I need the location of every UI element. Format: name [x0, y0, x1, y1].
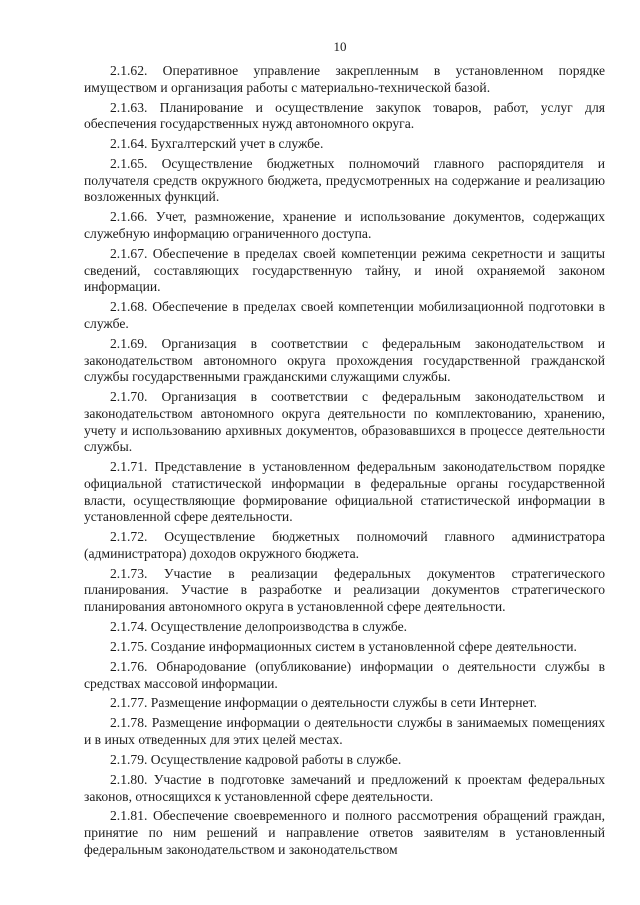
document-body: [84, 63, 605, 859]
paragraph-2-1-80: 2.1.80. Участие в подготовке замечаний и предложений к проектам федеральных законов, относящихся к установленной сфере деятельности.: [84, 771, 605, 804]
paragraph-2-1-81: 2.1.81. Обеспечение своевременного и полного рассмотрения обращений граждан, принятие по ним решений и направление ответов заявителям в установленный федеральным законодательством и законодательством: [84, 808, 605, 857]
paragraph-2-1-65: 2.1.65. Осуществление бюджетных полномочий главного распорядителя и получателя средств окружного бюджета, предусмотренных на содержание и реализацию возложенных функций.: [84, 156, 605, 205]
paragraph-2-1-76: 2.1.76. Обнародование (опубликование) информации о деятельности службы в средствах массовой информации.: [84, 658, 605, 691]
paragraph-2-1-75: 2.1.75. Создание информационных систем в установленной сфере деятельности.: [110, 638, 577, 654]
page-number: 10: [333, 39, 347, 54]
paragraph-2-1-70: 2.1.70. Организация в соответствии с федеральным законодательством и законодательством автономного округа деятельности по комплектованию, хранению, учету и использованию архивных документов, образовавшихся в процессе деятельности службы.: [84, 389, 605, 455]
paragraph-2-1-66: 2.1.66. Учет, размножение, хранение и использование документов, содержащих служебную информацию ограниченного доступа.: [84, 209, 605, 242]
paragraph-2-1-69: 2.1.69. Организация в соответствии с федеральным законодательством и законодательством автономного округа прохождения государственной гражданской службы государственными гражданскими служащими службы.: [84, 335, 605, 385]
paragraph-2-1-77: 2.1.77. Размещение информации о деятельности службы в сети Интернет.: [110, 695, 537, 711]
paragraph-2-1-63: 2.1.63. Планирование и осуществление закупок товаров, работ, услуг для обеспечения государственных нужд автономного округа.: [84, 99, 605, 132]
paragraph-2-1-62: 2.1.62. Оперативное управление закрепленным в установленном порядке имуществом и организация работы с материально-технической базой.: [84, 63, 605, 95]
paragraph-2-1-64: 2.1.64. Бухгалтерский учет в службе.: [110, 136, 324, 152]
paragraph-2-1-78: 2.1.78. Размещение информации о деятельности службы в занимаемых помещениях и в иных отведенных для этих целей местах.: [84, 715, 605, 748]
paragraph-2-1-71: 2.1.71. Представление в установленном федеральным законодательством порядке официальной статистической информации в федеральные органы государственной власти, осуществляющие формирование официальной статистической информации в установленной сфере деятельности.: [84, 459, 605, 525]
paragraph-2-1-67: 2.1.67. Обеспечение в пределах своей компетенции режима секретности и защиты сведений, составляющих государственную тайну, и иной охраняемой законом информации.: [84, 245, 605, 295]
paragraph-2-1-73: 2.1.73. Участие в реализации федеральных документов стратегического планирования. Участие в разработке и реализации документов стратегического планирования автономного округа в установленной сфере деятельности.: [84, 565, 605, 615]
paragraph-2-1-72: 2.1.72. Осуществление бюджетных полномочий главного администратора (администратора) доходов окружного бюджета.: [84, 529, 605, 561]
paragraph-2-1-68: 2.1.68. Обеспечение в пределах своей компетенции мобилизационной подготовки в службе.: [84, 299, 605, 331]
paragraph-2-1-74: 2.1.74. Осуществление делопроизводства в службе.: [110, 619, 408, 635]
paragraph-2-1-79: 2.1.79. Осуществление кадровой работы в службе.: [110, 751, 402, 767]
